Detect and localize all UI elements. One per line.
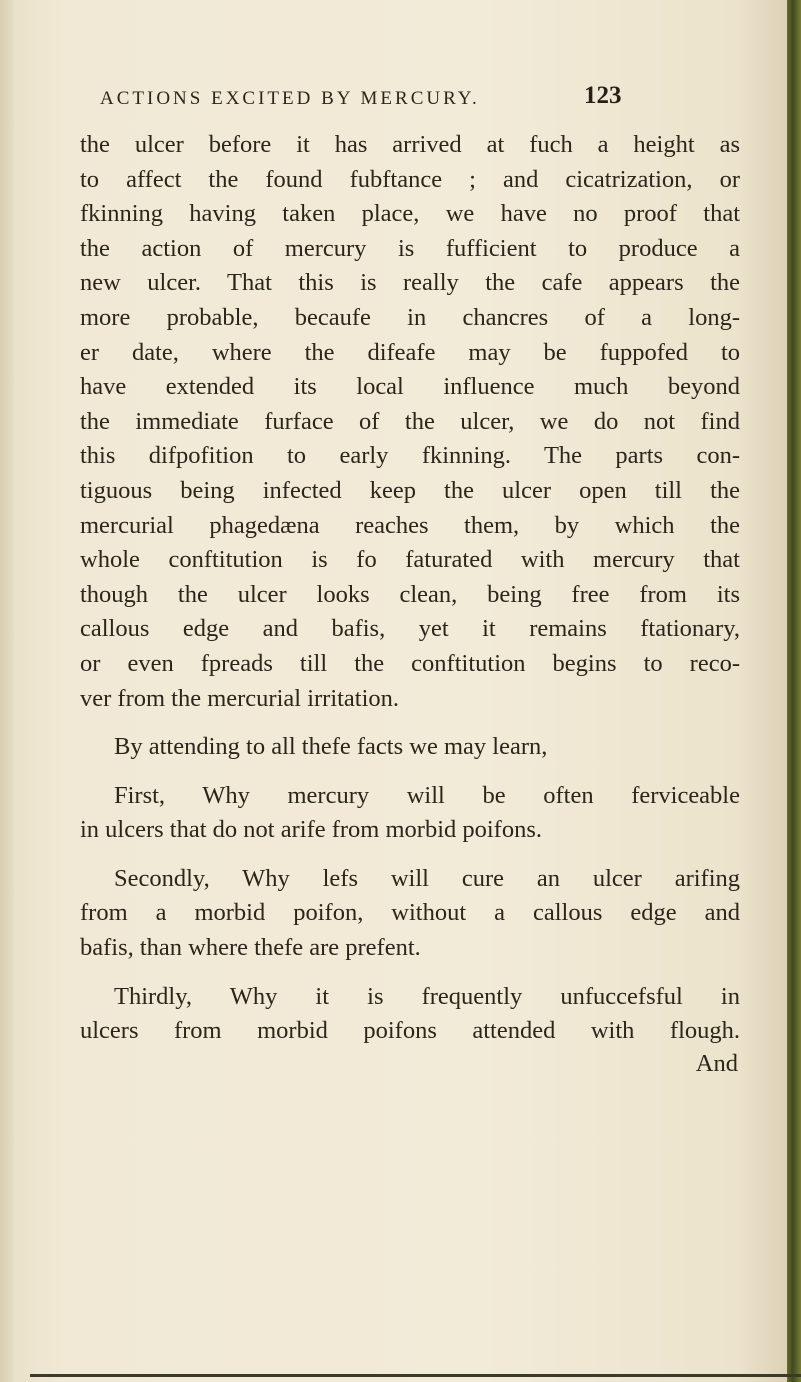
text-line: the ulcer before it has arrived at fuch a height as [80, 131, 740, 158]
text-line: ver from the mercurial irritation. [80, 684, 400, 712]
intro-line: By attending to all thefe facts we may learn, [114, 733, 548, 761]
page-left-edge [0, 0, 14, 1382]
second-point-line: from a morbid poifon, without a callous edge and [80, 899, 740, 927]
text-line: to affect the found fubftance ; and cicatrization, or [80, 165, 740, 193]
first-point-line: in ulcers that do not arife from morbid poifons. [80, 816, 542, 844]
text-line: more probable, becaufe in chancres of a long- [80, 303, 740, 331]
body-text [80, 128, 740, 1079]
page-header [100, 82, 750, 122]
bottom-rule [30, 1374, 801, 1377]
text-line: er date, where the difeafe may be fuppofed to [80, 338, 740, 366]
text-line: fkinning having taken place, we have no proof that [80, 200, 740, 228]
third-point-line: Thirdly, Why it is frequently unfuccefsful in [114, 982, 740, 1010]
text-line: new ulcer. That this is really the cafe appears the [80, 269, 740, 297]
page-number: 123 [584, 82, 622, 109]
book-spine [787, 0, 801, 1382]
first-point-line: First, Why mercury will be often ferviceable [114, 781, 740, 809]
text-line: mercurial phagedæna reaches them, by which the [80, 511, 740, 539]
third-point-line: ulcers from morbid poifons attended with flough. [80, 1017, 740, 1045]
text-line: this difpofition to early fkinning. The parts con- [80, 442, 740, 470]
text-line: have extended its local influence much beyond [80, 373, 740, 401]
catchword: And [695, 1049, 738, 1077]
second-point-line: bafis, than where thefe are prefent. [80, 934, 421, 962]
text-line: the action of mercury is fufficient to produce a [80, 234, 740, 262]
text-line: or even fpreads till the conftitution begins to reco- [80, 649, 740, 677]
second-point-line: Secondly, Why lefs will cure an ulcer arifing [114, 864, 740, 892]
text-line: tiguous being infected keep the ulcer open till the [80, 476, 740, 504]
text-line: though the ulcer looks clean, being free from its [80, 580, 740, 608]
text-line: callous edge and bafis, yet it remains ftationary, [80, 615, 740, 643]
text-line: the immediate furface of the ulcer, we do not find [80, 407, 740, 435]
running-head: ACTIONS EXCITED BY MERCURY. [100, 88, 480, 109]
text-line: whole conftitution is fo faturated with mercury that [80, 546, 740, 574]
